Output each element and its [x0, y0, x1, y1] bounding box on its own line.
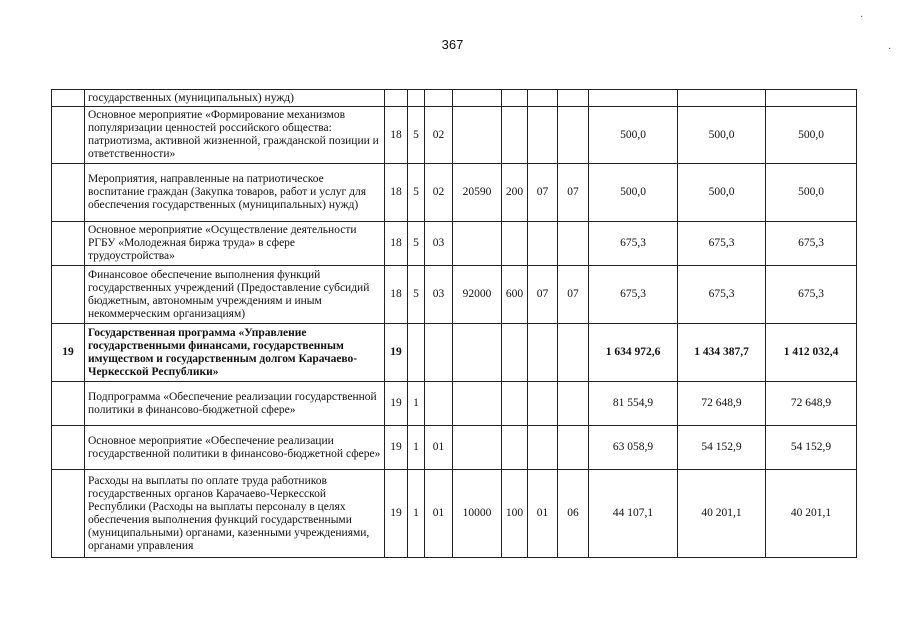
table-row — [52, 324, 857, 382]
amount-year1-cell: 675,3 — [589, 266, 678, 324]
subsection-cell: 07 — [558, 164, 589, 222]
amount-year3-cell: 54 152,9 — [766, 426, 857, 470]
direction-code-cell — [453, 324, 502, 382]
amount-year3-cell: 500,0 — [766, 107, 857, 164]
subprogram-code-cell: 5 — [408, 266, 425, 324]
amount-year1-cell: 500,0 — [589, 107, 678, 164]
amount-year1-cell — [589, 90, 678, 107]
subprogram-code-cell — [408, 90, 425, 107]
amount-year2-cell: 1 434 387,7 — [678, 324, 766, 382]
row-number-cell — [52, 266, 85, 324]
amount-year2-cell: 500,0 — [678, 164, 766, 222]
subprogram-code-cell — [408, 324, 425, 382]
direction-code-cell — [453, 107, 502, 164]
direction-code-cell — [453, 382, 502, 426]
subsection-cell — [558, 222, 589, 266]
amount-year3-cell: 40 201,1 — [766, 470, 857, 558]
section-cell — [528, 222, 558, 266]
amount-year3-cell — [766, 90, 857, 107]
expense-type-cell — [502, 107, 528, 164]
amount-year3-cell: 72 648,9 — [766, 382, 857, 426]
direction-code-cell — [453, 426, 502, 470]
activity-code-cell: 02 — [425, 107, 453, 164]
row-name-cell: Основное мероприятие «Обеспечение реализации государственной политики в финансово-бюджетной сфере» — [85, 426, 385, 470]
page-number: 367 — [441, 37, 464, 52]
amount-year1-cell: 63 058,9 — [589, 426, 678, 470]
program-code-cell: 19 — [385, 470, 408, 558]
program-code-cell — [385, 90, 408, 107]
row-number-cell — [52, 107, 85, 164]
activity-code-cell: 03 — [425, 266, 453, 324]
activity-code-cell: 03 — [425, 222, 453, 266]
subsection-cell — [558, 426, 589, 470]
program-code-cell: 19 — [385, 324, 408, 382]
table-row — [52, 164, 857, 222]
amount-year2-cell — [678, 90, 766, 107]
section-cell — [528, 324, 558, 382]
row-name-cell: Основное мероприятие «Осуществление деятельности РГБУ «Молодежная биржа труда» в сфере трудоустройства» — [85, 222, 385, 266]
section-cell — [528, 90, 558, 107]
row-number-cell — [52, 90, 85, 107]
subsection-cell: 07 — [558, 266, 589, 324]
expense-type-cell: 600 — [502, 266, 528, 324]
subprogram-code-cell: 1 — [408, 470, 425, 558]
program-code-cell: 18 — [385, 266, 408, 324]
section-cell: 01 — [528, 470, 558, 558]
amount-year2-cell: 40 201,1 — [678, 470, 766, 558]
amount-year2-cell: 500,0 — [678, 107, 766, 164]
amount-year1-cell: 1 634 972,6 — [589, 324, 678, 382]
row-name-cell: Мероприятия, направленные на патриотическое воспитание граждан (Закупка товаров, работ и услуг для обеспечения государственных (муниципальных) нужд) — [85, 164, 385, 222]
subsection-cell — [558, 90, 589, 107]
expense-type-cell — [502, 90, 528, 107]
amount-year2-cell: 54 152,9 — [678, 426, 766, 470]
amount-year1-cell: 81 554,9 — [589, 382, 678, 426]
activity-code-cell: 02 — [425, 164, 453, 222]
row-name-cell: Расходы на выплаты по оплате труда работников государственных органов Карачаево-Черкесской Республики (Расходы на выплаты персоналу в целях обеспечения выполнения функций государственными (муниципальными) органами, казенными учреждениями, органами управления — [85, 470, 385, 558]
row-name-cell: государственных (муниципальных) нужд) — [85, 90, 385, 107]
row-number-cell: 19 — [52, 324, 85, 382]
subsection-cell: 06 — [558, 470, 589, 558]
amount-year1-cell: 675,3 — [589, 222, 678, 266]
section-cell — [528, 107, 558, 164]
program-code-cell: 19 — [385, 382, 408, 426]
amount-year3-cell: 1 412 032,4 — [766, 324, 857, 382]
amount-year3-cell: 500,0 — [766, 164, 857, 222]
expense-type-cell — [502, 426, 528, 470]
expense-type-cell: 200 — [502, 164, 528, 222]
direction-code-cell: 10000 — [453, 470, 502, 558]
section-cell — [528, 382, 558, 426]
expense-type-cell — [502, 324, 528, 382]
row-name-cell: Государственная программа «Управление государственными финансами, государственным имуществом и государственным долгом Карачаево-Черкесской Республики» — [85, 324, 385, 382]
row-name-cell: Подпрограмма «Обеспечение реализации государственной политики в финансово-бюджетной сфере» — [85, 382, 385, 426]
subsection-cell — [558, 324, 589, 382]
program-code-cell: 18 — [385, 164, 408, 222]
activity-code-cell — [425, 324, 453, 382]
expense-type-cell: 100 — [502, 470, 528, 558]
row-number-cell — [52, 382, 85, 426]
amount-year2-cell: 72 648,9 — [678, 382, 766, 426]
table-row — [52, 90, 857, 107]
table-row — [52, 107, 857, 164]
activity-code-cell: 01 — [425, 470, 453, 558]
activity-code-cell — [425, 382, 453, 426]
table-row — [52, 266, 857, 324]
amount-year2-cell: 675,3 — [678, 266, 766, 324]
direction-code-cell: 20590 — [453, 164, 502, 222]
row-number-cell — [52, 426, 85, 470]
table-body — [52, 90, 857, 558]
subprogram-code-cell: 5 — [408, 164, 425, 222]
activity-code-cell — [425, 90, 453, 107]
amount-year2-cell: 675,3 — [678, 222, 766, 266]
expense-type-cell — [502, 222, 528, 266]
amount-year1-cell: 44 107,1 — [589, 470, 678, 558]
row-name-cell: Финансовое обеспечение выполнения функций государственных учреждений (Предоставление субсидий бюджетным, автономным учреждениям и иным некоммерческим организациям) — [85, 266, 385, 324]
direction-code-cell: 92000 — [453, 266, 502, 324]
amount-year3-cell: 675,3 — [766, 266, 857, 324]
subsection-cell — [558, 382, 589, 426]
section-cell — [528, 426, 558, 470]
budget-table — [51, 89, 857, 558]
subprogram-code-cell: 1 — [408, 382, 425, 426]
table-row — [52, 382, 857, 426]
table-row — [52, 222, 857, 266]
subprogram-code-cell: 1 — [408, 426, 425, 470]
row-name-cell: Основное мероприятие «Формирование механизмов популяризации ценностей российского общества: патриотизма, активной жизненной, гражданской позиции и ответственности» — [85, 107, 385, 164]
program-code-cell: 18 — [385, 222, 408, 266]
table-row — [52, 426, 857, 470]
direction-code-cell — [453, 90, 502, 107]
amount-year1-cell: 500,0 — [589, 164, 678, 222]
activity-code-cell: 01 — [425, 426, 453, 470]
table-row — [52, 470, 857, 558]
row-number-cell — [52, 222, 85, 266]
expense-type-cell — [502, 382, 528, 426]
row-number-cell — [52, 164, 85, 222]
subprogram-code-cell: 5 — [408, 107, 425, 164]
section-cell: 07 — [528, 266, 558, 324]
subsection-cell — [558, 107, 589, 164]
section-cell: 07 — [528, 164, 558, 222]
scan-mark: · — [860, 12, 864, 23]
row-number-cell — [52, 470, 85, 558]
direction-code-cell — [453, 222, 502, 266]
subprogram-code-cell: 5 — [408, 222, 425, 266]
amount-year3-cell: 675,3 — [766, 222, 857, 266]
program-code-cell: 18 — [385, 107, 408, 164]
scan-mark: · — [888, 44, 892, 55]
program-code-cell: 19 — [385, 426, 408, 470]
